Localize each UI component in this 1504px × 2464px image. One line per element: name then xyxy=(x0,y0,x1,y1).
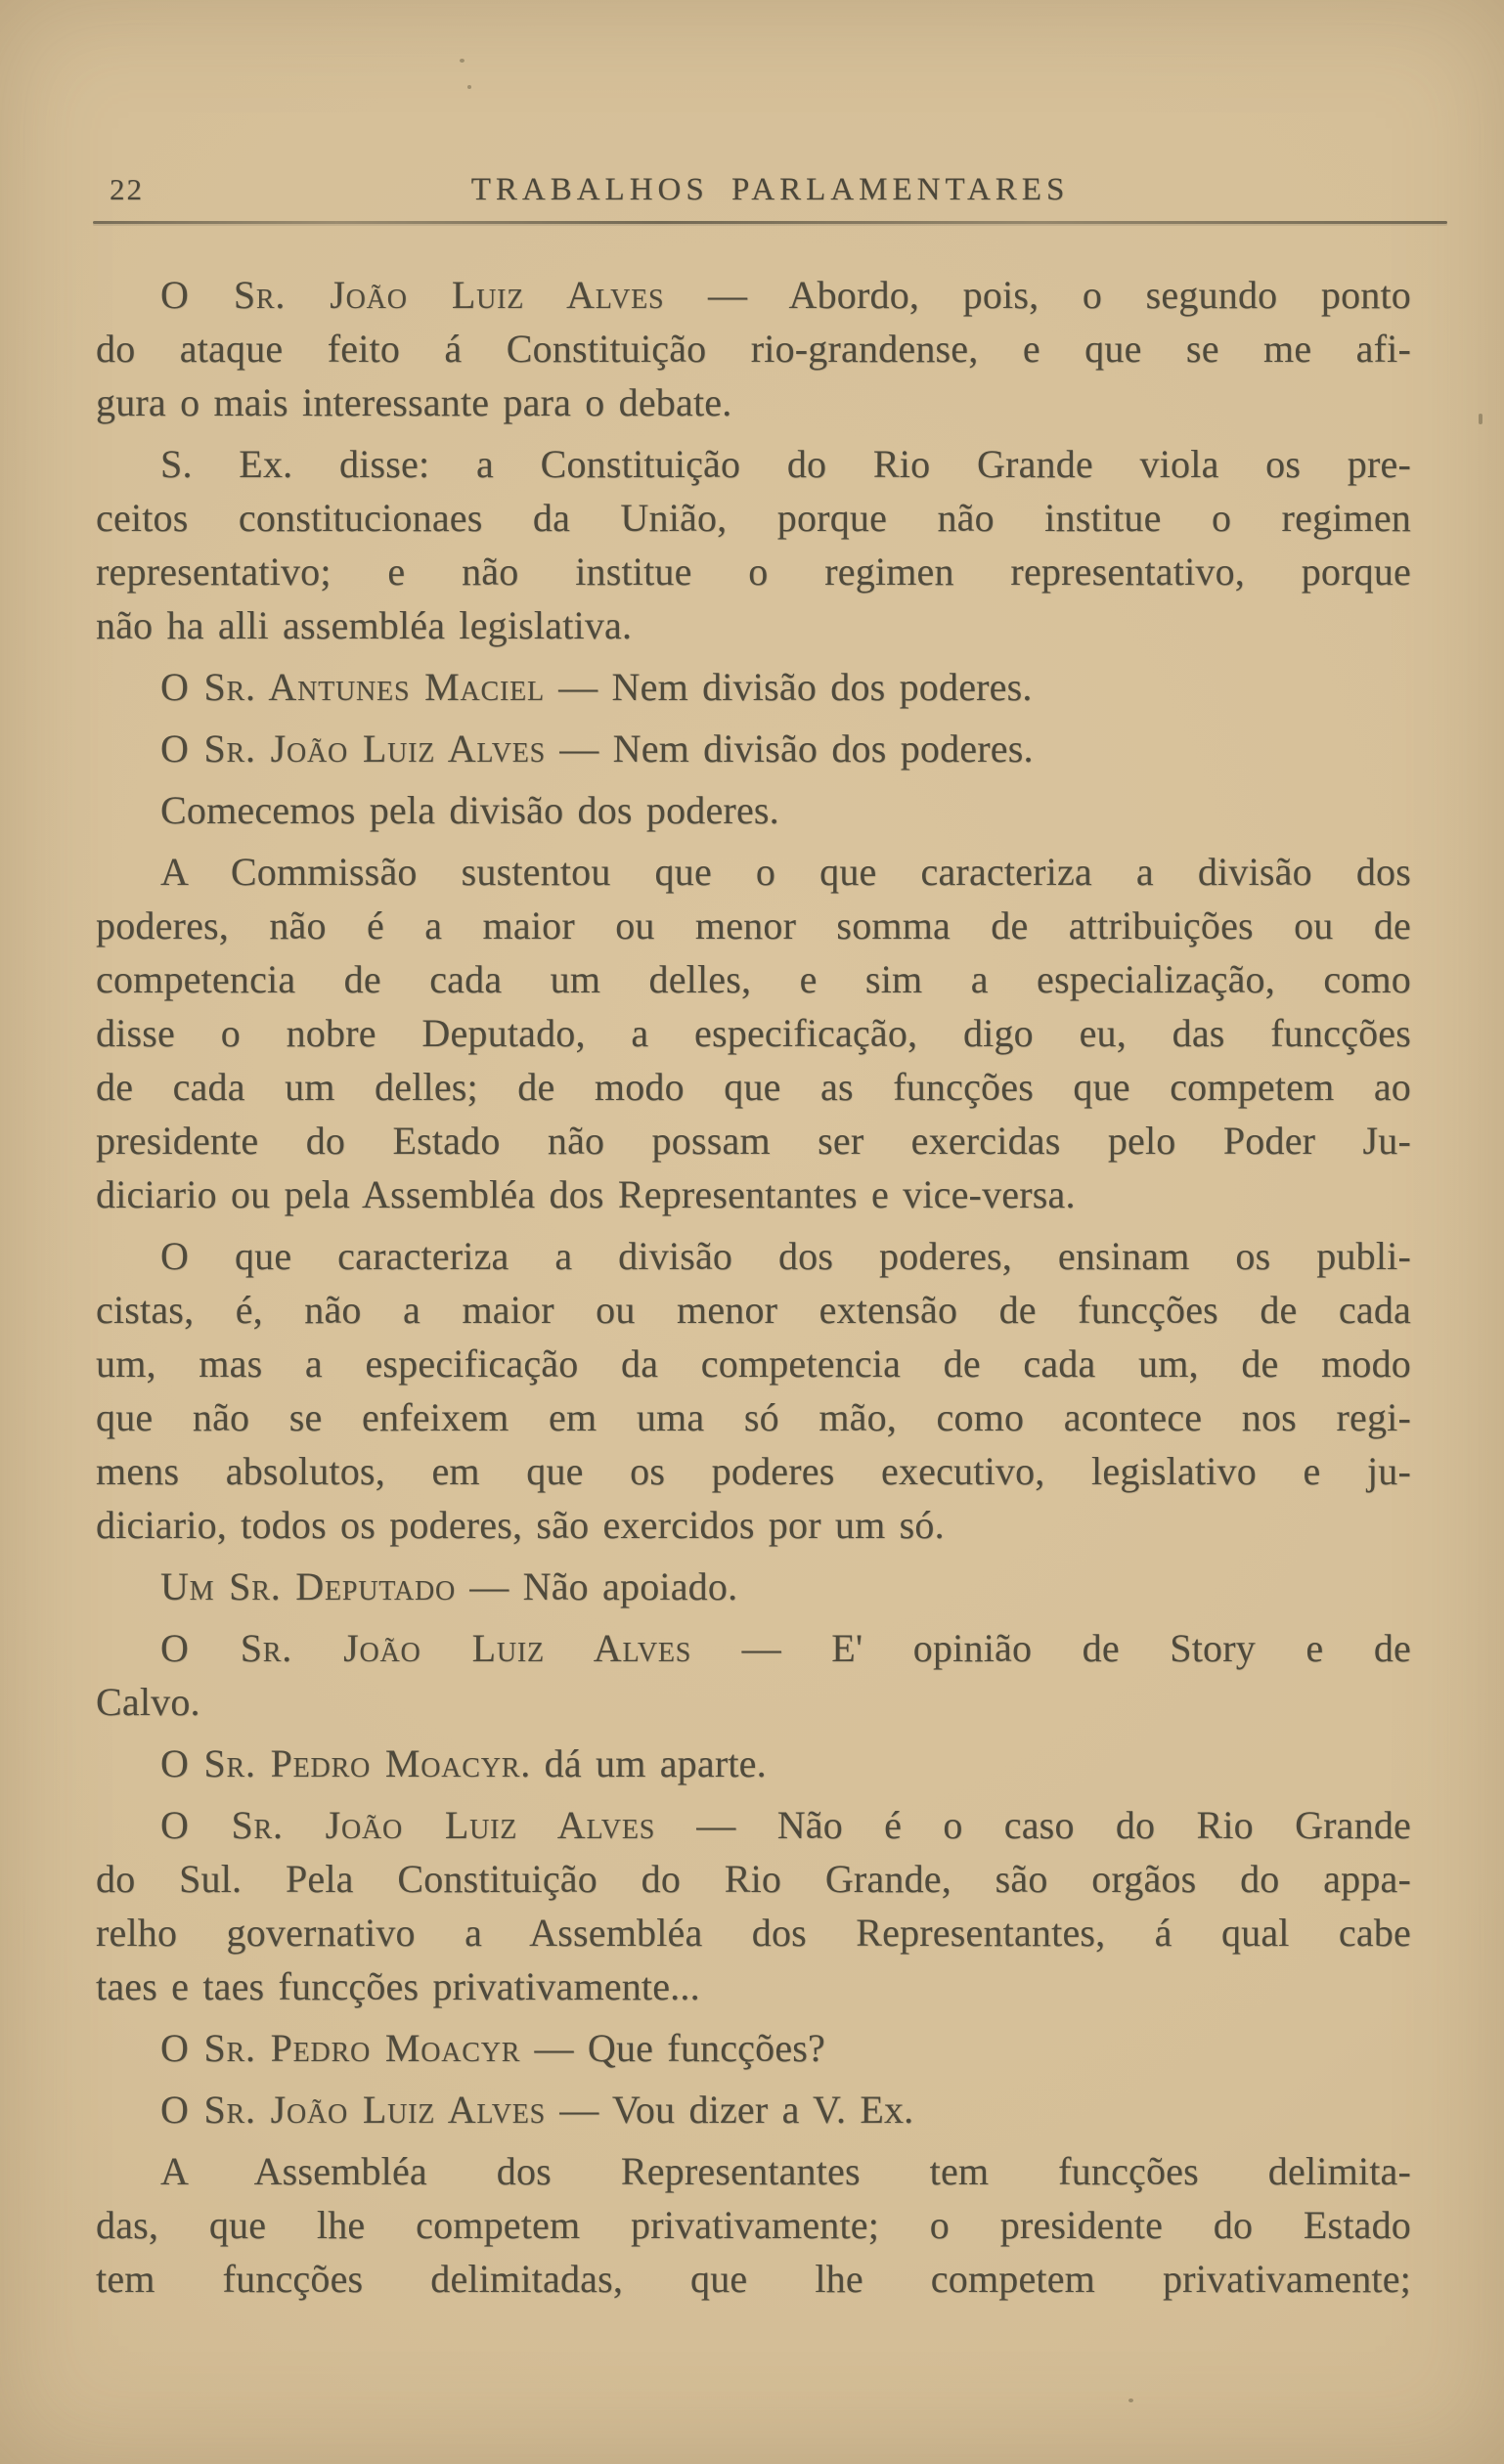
speaker-name: O Sr. João Luiz Alves xyxy=(160,1803,656,1847)
text-line xyxy=(96,322,1411,375)
text-line xyxy=(96,375,1411,429)
text-line xyxy=(96,783,1411,837)
text-line xyxy=(96,1906,1411,1959)
text-run: Comecemos pela divisão dos poderes. xyxy=(160,788,779,832)
text-run: diciario ou pela Assembléa dos Representantes e vice-versa. xyxy=(96,1172,1076,1216)
text-run: disse o nobre Deputado, a especificação, digo eu, das funcções xyxy=(96,1011,1411,1055)
text-line xyxy=(96,1337,1411,1390)
paper-speck xyxy=(460,59,464,63)
text-run: O que caracteriza a divisão dos poderes, ensinam os publi- xyxy=(160,1234,1411,1278)
text-run: — Nem divisão dos poderes. xyxy=(544,665,1033,709)
paragraph xyxy=(96,2144,1411,2306)
text-line xyxy=(96,1675,1411,1729)
text-line xyxy=(96,952,1411,1006)
text-run: diciario, todos os poderes, são exercidos por um só. xyxy=(96,1503,945,1547)
speaker-name: O Sr. Pedro Moacyr xyxy=(160,1741,521,1785)
paragraph xyxy=(96,1621,1411,1729)
text-run: cistas, é, não a maior ou menor extensão de funcções de cada xyxy=(96,1288,1411,1332)
speaker-name: O Sr. Pedro Moacyr xyxy=(160,2026,521,2070)
text-run: — E' opinião de Story e de xyxy=(691,1626,1411,1670)
speaker-name: O Sr. João Luiz Alves xyxy=(160,1626,692,1670)
text-run: A Commissão sustentou que o que caracteriza a divisão dos xyxy=(160,850,1411,894)
speaker-name: O Sr. João Luiz Alves xyxy=(160,2088,547,2132)
text-line xyxy=(96,598,1411,652)
text-run: relho governativo a Assembléa dos Representantes, á qual cabe xyxy=(96,1911,1411,1955)
text-run: — Que funcções? xyxy=(520,2026,826,2070)
text-line xyxy=(96,1737,1411,1790)
speaker-name: O Sr. João Luiz Alves xyxy=(160,273,665,317)
text-line xyxy=(96,1621,1411,1675)
text-run: — Abordo, pois, o segundo ponto xyxy=(664,273,1412,317)
running-title: TRABALHOS PARLAMENTARES xyxy=(470,172,1070,207)
paragraph xyxy=(96,783,1411,837)
text-line xyxy=(96,1852,1411,1906)
text-run: do ataque feito á Constituição rio-grandense, e que se me afi- xyxy=(96,327,1411,371)
text-run: — Vou dizer a V. Ex. xyxy=(546,2088,914,2132)
text-line xyxy=(96,660,1411,714)
text-line xyxy=(96,2198,1411,2252)
text-run: S. Ex. disse: a Constituição do Rio Grande viola os pre- xyxy=(160,442,1411,486)
text-line xyxy=(96,1959,1411,2013)
text-line xyxy=(96,1444,1411,1498)
text-run: das, que lhe competem privativamente; o presidente do Estado xyxy=(96,2203,1411,2247)
text-run: mens absolutos, em que os poderes executivo, legislativo e ju- xyxy=(96,1449,1411,1493)
header-rule xyxy=(93,221,1447,224)
text-line xyxy=(96,1060,1411,1114)
text-body xyxy=(96,268,1411,2306)
text-line xyxy=(96,268,1411,322)
paragraph xyxy=(96,1229,1411,1552)
paper-speck xyxy=(1128,2398,1133,2402)
paragraph xyxy=(96,2083,1411,2136)
text-run: não ha alli assembléa legislativa. xyxy=(96,603,633,647)
text-line xyxy=(96,1006,1411,1060)
text-line xyxy=(96,1283,1411,1337)
paragraph xyxy=(96,2021,1411,2075)
text-run: — Não apoiado. xyxy=(456,1564,738,1608)
paragraph xyxy=(96,1798,1411,2013)
paper-speck xyxy=(467,85,471,89)
text-line xyxy=(96,1798,1411,1852)
text-line xyxy=(96,1390,1411,1444)
text-line xyxy=(96,545,1411,598)
speaker-name: O Sr. Antunes Maciel xyxy=(160,665,545,709)
text-run: tem funcções delimitadas, que lhe competem privativamente; xyxy=(96,2257,1411,2301)
text-line xyxy=(96,845,1411,899)
text-run: um, mas a especificação da competencia de cada um, de modo xyxy=(96,1342,1411,1386)
text-run: poderes, não é a maior ou menor somma de attribuições ou de xyxy=(96,903,1411,947)
speaker-name: O Sr. João Luiz Alves xyxy=(160,726,547,770)
text-run: competencia de cada um delles, e sim a especialização, como xyxy=(96,957,1411,1001)
paragraph xyxy=(96,1737,1411,1790)
text-run: presidente do Estado não possam ser exercidas pelo Poder Ju- xyxy=(96,1119,1411,1163)
text-line xyxy=(96,1114,1411,1167)
text-line xyxy=(96,899,1411,952)
text-line xyxy=(96,2083,1411,2136)
text-run: . dá um aparte. xyxy=(520,1741,767,1785)
page-number: 22 xyxy=(110,172,144,206)
text-line xyxy=(96,437,1411,491)
text-run: gura o mais interessante para o debate. xyxy=(96,380,732,424)
text-line xyxy=(96,2144,1411,2198)
text-run: A Assembléa dos Representantes tem funcções delimita- xyxy=(160,2149,1411,2193)
text-run: representativo; e não institue o regimen representativo, porque xyxy=(96,550,1411,594)
paragraph xyxy=(96,845,1411,1221)
paragraph xyxy=(96,1560,1411,1613)
text-line xyxy=(96,1560,1411,1613)
text-line xyxy=(96,2252,1411,2306)
text-run: Calvo. xyxy=(96,1680,200,1724)
paragraph xyxy=(96,268,1411,429)
text-run: taes e taes funcções privativamente... xyxy=(96,1964,700,2008)
paper-speck xyxy=(1479,414,1482,424)
text-line xyxy=(96,1498,1411,1552)
text-line xyxy=(96,1229,1411,1283)
paragraph xyxy=(96,437,1411,652)
text-line xyxy=(96,491,1411,545)
text-run: ceitos constitucionaes da União, porque não institue o regimen xyxy=(96,496,1411,540)
speaker-name: Um Sr. Deputado xyxy=(160,1564,457,1608)
text-run: de cada um delles; de modo que as funcções que competem ao xyxy=(96,1065,1411,1109)
text-run: do Sul. Pela Constituição do Rio Grande, são orgãos do appa- xyxy=(96,1857,1411,1901)
text-run: — Não é o caso do Rio Grande xyxy=(655,1803,1411,1847)
text-line xyxy=(96,1167,1411,1221)
text-line xyxy=(96,2021,1411,2075)
text-run: — Nem divisão dos poderes. xyxy=(546,726,1034,770)
paragraph xyxy=(96,660,1411,714)
paragraph xyxy=(96,722,1411,775)
text-run: que não se enfeixem em uma só mão, como acontece nos regi- xyxy=(96,1395,1411,1439)
text-line xyxy=(96,722,1411,775)
